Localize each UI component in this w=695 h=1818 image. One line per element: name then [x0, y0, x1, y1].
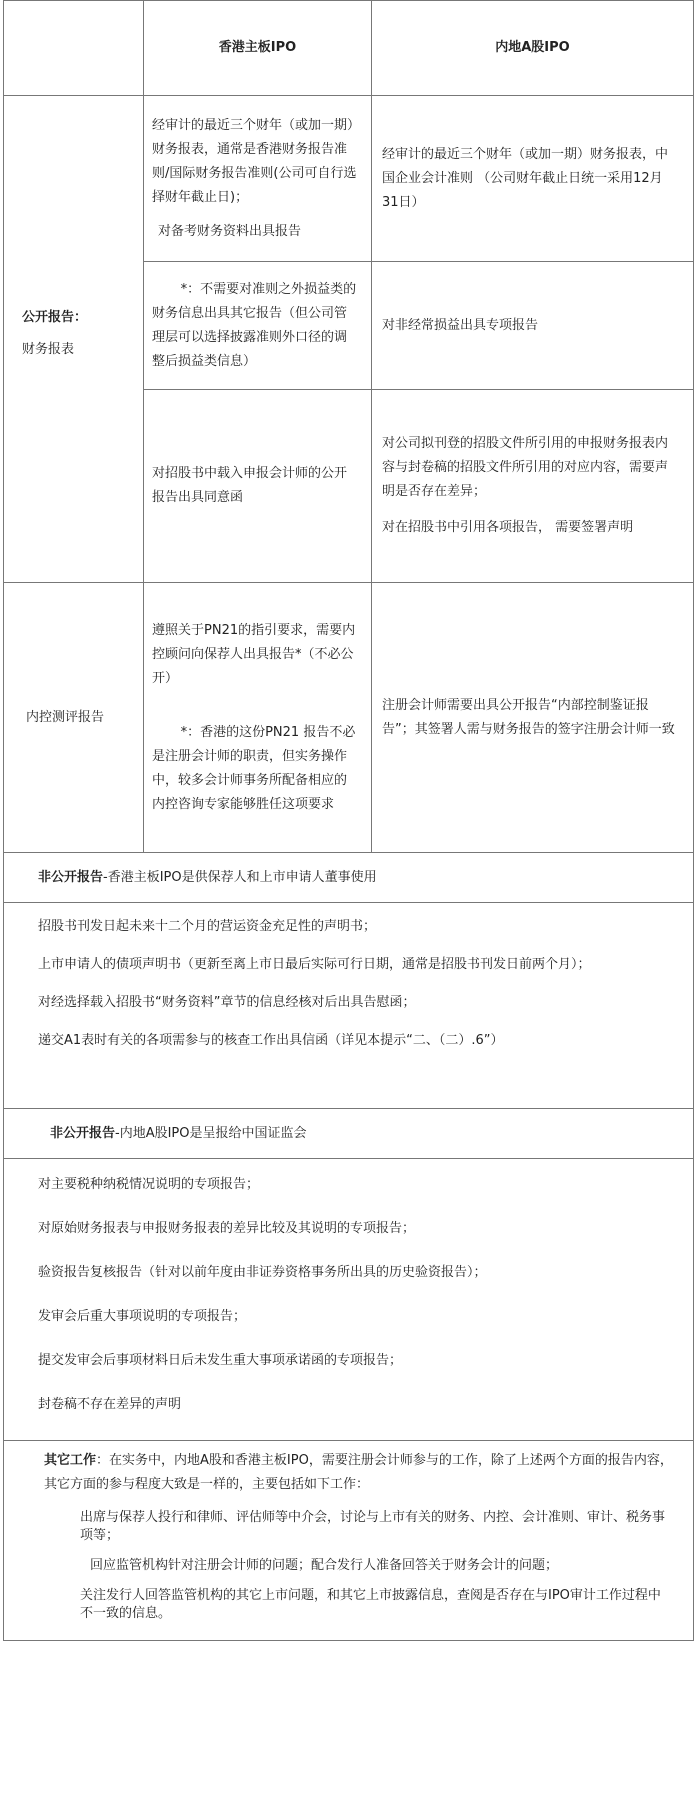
nonpublic-hk-title-rest: -香港主板IPO是供保荐人和上市申请人董事使用 [103, 869, 377, 885]
internal-control-hk [144, 583, 372, 853]
nonpublic-a-item: 验资报告复核报告（针对以前年度由非证券资格事务所出具的历史验资报告）； [38, 1265, 487, 1280]
nonpublic-hk-title-bold: 非公开报告 [38, 869, 104, 885]
public-row-1-a [372, 96, 694, 262]
nonpublic-a-title-rest: -内地A股IPO是呈报给中国证监会 [115, 1125, 307, 1141]
header-hk: 香港主板IPO [144, 1, 372, 96]
other-work-row [4, 1441, 694, 1641]
nonpublic-a-list [4, 1159, 694, 1441]
public-report-title: 公开报告： [22, 310, 88, 325]
nonpublic-hk-title [4, 853, 694, 903]
public-row-1-hk-p1: 经审计的最近三个财年（或加一期）财务报表，通常是香港财务报告准则/国际财务报告准则(公司可自行选择财年截止日)； [152, 117, 357, 205]
nonpublic-a-item: 提交发审会后事项材料日后未发生重大事项承诺函的专项报告； [38, 1353, 403, 1368]
nonpublic-a-title [4, 1109, 694, 1159]
public-report-subtitle: 财务报表 [22, 342, 75, 357]
other-work-intro-text: ：在实务中，内地A股和香港主板IPO，需要注册会计师参与的工作，除了上述两个方面的报告内容，其它方面的参与程度大致是一样的，主要包括如下工作： [44, 1453, 673, 1492]
nonpublic-a-item: 对主要税种纳税情况说明的专项报告； [38, 1177, 260, 1192]
public-row-1-hk [144, 96, 372, 262]
public-row-3-hk [144, 390, 372, 583]
header-row [4, 1, 694, 96]
header-empty-cell [4, 1, 144, 96]
other-work-item: 回应监管机构针对注册会计师的问题；配合发行人准备回答关于财务会计的问题； [90, 1558, 559, 1573]
other-work-cell [4, 1441, 694, 1641]
nonpublic-a-item: 发审会后重大事项说明的专项报告； [38, 1309, 247, 1324]
public-report-label-cell [4, 96, 144, 583]
comparison-table [3, 0, 694, 1641]
internal-control-hk-p2: *：香港的这份PN21 报告不必是注册会计师的职责，但实务操作中，较多会计师事务所配备相应的内控咨询专家能够胜任这项要求 [152, 724, 356, 812]
nonpublic-a-item: 封卷稿不存在差异的声明 [38, 1397, 182, 1412]
nonpublic-hk-list [4, 903, 694, 1109]
nonpublic-a-item: 对原始财务报表与申报财务报表的差异比较及其说明的专项报告； [38, 1221, 416, 1236]
internal-control-a [372, 583, 694, 853]
other-work-item: 出席与保荐人投行和律师、评估师等中介会，讨论与上市有关的财务、内控、会计准则、审计、税务事项等； [80, 1510, 666, 1543]
other-work-intro [44, 1449, 673, 1497]
nonpublic-hk-item: 递交A1表时有关的各项需参与的核查工作出具信函（详见本提示“二、（二）.6”） [38, 1033, 504, 1048]
internal-control-row [4, 583, 694, 853]
public-row-2-a-p1: 对非经常损益出具专项报告 [382, 317, 539, 333]
other-work-title: 其它工作 [44, 1453, 97, 1468]
public-row-3-a-p1: 对公司拟刊登的招股文件所引用的申报财务报表内容与封卷稿的招股文件所引用的对应内容，需要声明是否存在差异； [382, 436, 669, 499]
internal-control-hk-p1: 遵照关于PN21的指引要求，需要内控顾问向保荐人出具报告*（不必公开） [152, 622, 356, 686]
public-row-3-hk-p1: 对招股书中载入申报会计师的公开报告出具同意函 [152, 466, 348, 505]
public-row-3-a-p2: 对在招股书中引用各项报告， 需要签署声明 [382, 520, 634, 535]
nonpublic-a-title-bold: 非公开报告 [50, 1125, 116, 1141]
public-row-1-a-p1: 经审计的最近三个财年（或加一期）财务报表，中国企业会计准则 （公司财年截止日统一采用12月31日） [382, 146, 669, 210]
public-row-2-hk [144, 262, 372, 390]
nonpublic-hk-item: 对经选择载入招股书“财务资料”章节的信息经核对后出具告慰函； [38, 995, 416, 1010]
nonpublic-hk-title-row [4, 853, 694, 903]
public-row-1-hk-p2: 对备考财务资料出具报告 [158, 223, 302, 239]
public-row-3-a [372, 390, 694, 583]
internal-control-label: 内控测评报告 [4, 583, 144, 853]
public-row-1 [4, 96, 694, 262]
public-row-2-hk-p1: *：不需要对准则之外损益类的财务信息出具其它报告（但公司管理层可以选择披露准则外口径的调整后损益类信息） [152, 281, 357, 369]
nonpublic-a-list-row [4, 1159, 694, 1441]
nonpublic-hk-item: 招股书刊发日起未来十二个月的营运资金充足性的声明书； [38, 919, 377, 934]
header-a: 内地A股IPO [372, 1, 694, 96]
nonpublic-hk-item: 上市申请人的债项声明书（更新至离上市日最后实际可行日期，通常是招股书刊发日前两个月）； [38, 957, 591, 972]
other-work-item: 关注发行人回答监管机构的其它上市问题，和其它上市披露信息，查阅是否存在与IPO审计工作过程中不一致的信息。 [80, 1588, 661, 1621]
public-row-2-a [372, 262, 694, 390]
nonpublic-hk-list-row [4, 903, 694, 1109]
internal-control-a-p1: 注册会计师需要出具公开报告“内部控制鉴证报告”；其签署人需与财务报告的签字注册会计师一致 [382, 697, 675, 737]
nonpublic-a-title-row [4, 1109, 694, 1159]
